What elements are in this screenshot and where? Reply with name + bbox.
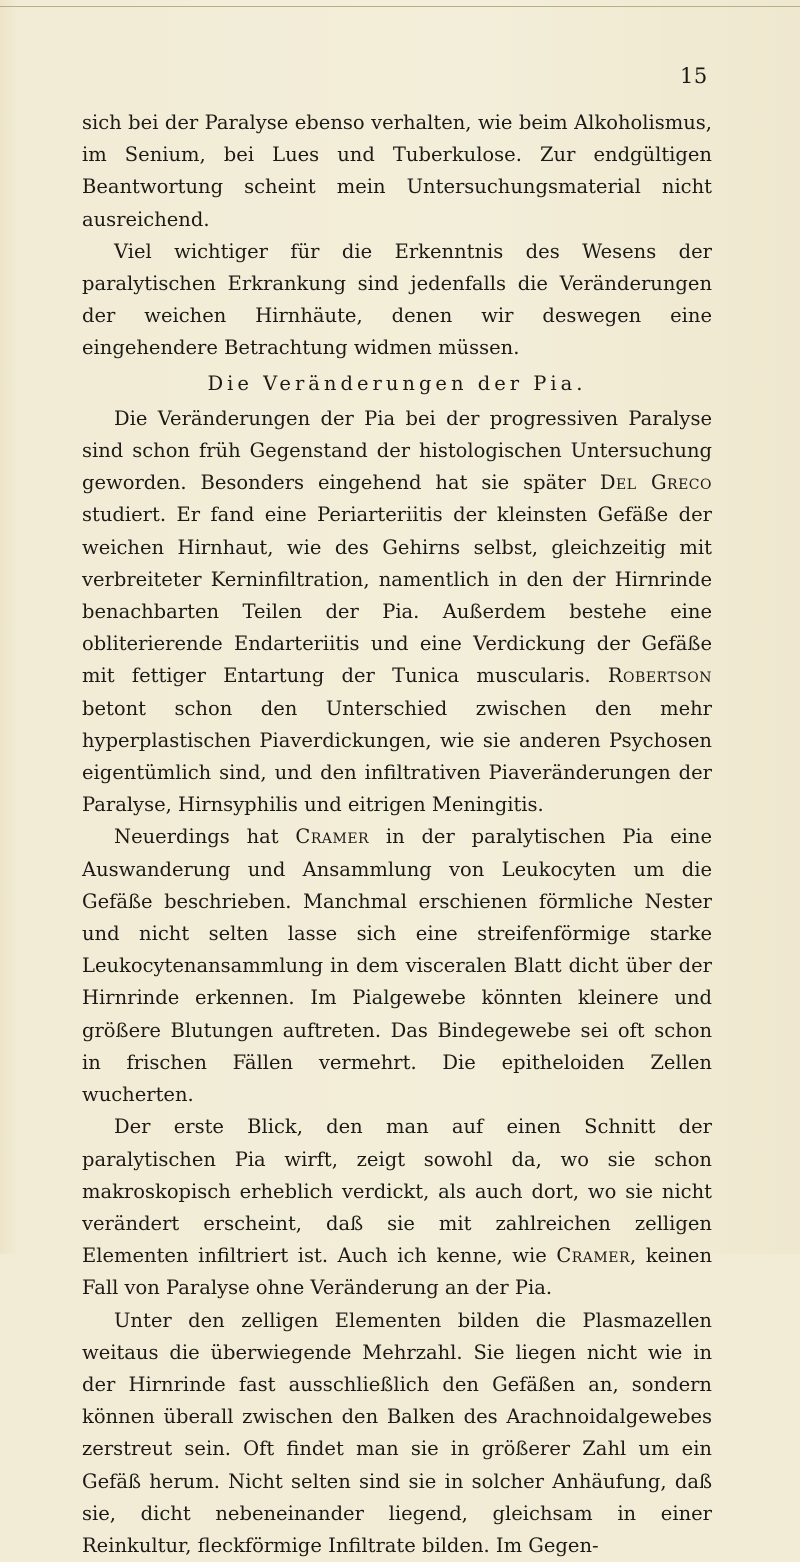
paragraph-5 <box>82 1111 712 1304</box>
p4-text-b: in der paralytischen Pia eine Auswanderung und Ansammlung von Leukocyten um die Gefäße beschrieben. Manchmal erschienen förmliche Nester und nicht selten lasse sich eine streifenförmige starke Leukocytenansammlung in dem visceralen Blatt dicht über der Hirnrinde erkennen. Im Pialgewebe könnten kleinere und größere Blutungen auftreten. Das Bindegewebe sei oft schon in frischen Fällen vermehrt. Die epitheloiden Zellen wucherten. <box>82 825 712 1107</box>
paragraph-2: Viel wichtiger für die Erkenntnis des Wesens der paralytischen Erkrankung sind jedenfalls die Veränderungen der weichen Hirnhäute, denen wir deswegen eine eingehendere Betrachtung widmen müssen. <box>82 239 712 360</box>
paragraph-6: Unter den zelligen Elementen bilden die Plasmazellen weitaus die überwiegende Mehrzahl. Sie liegen nicht wie in der Hirnrinde fast ausschließlich den Gefäßen an, sondern können überall zwischen den Balken des Arachnoidalgewebes zerstreut sein. Oft findet man sie in größerer Zahl um ein Gefäß herum. Nicht selten sind sie in solcher Anhäufung, daß sie, dicht nebeneinander liegend, gleichsam in einer Reinkultur, fleckförmige Infiltrate bilden. Im Gegen- <box>82 1308 712 1557</box>
p3-text-b: studiert. Er fand eine Periarteriitis der kleinsten Gefäße der weichen Hirnhaut, wie des Gehirns selbst, gleichzeitig mit verbreiteter Kerninfiltration, namentlich in den der Hirnrinde benachbarten Teilen der Pia. Außerdem bestehe eine obliterierende Endarteriitis und eine Verdickung der Gefäße mit fettiger Entartung der Tunica muscularis. <box>82 503 712 688</box>
author-name-cramer: Cramer <box>295 825 370 849</box>
page-number: 15 <box>680 64 708 88</box>
p5-text-b: , keinen Fall von Paralyse ohne Veränderung an der Pia. <box>82 1244 712 1300</box>
p4-text-a: Neuerdings hat <box>114 825 296 849</box>
author-name-del-greco: Del Greco <box>599 471 712 495</box>
body-text <box>82 107 712 1562</box>
p3-text-a: Die Veränderungen der Pia bei der progressiven Paralyse sind schon früh Gegenstand der histologischen Untersuchung geworden. Besonders eingehend hat sie später <box>82 406 712 495</box>
paragraph-4 <box>82 821 712 1111</box>
p3-text-c: betont schon den Unterschied zwischen den mehr hyperplastischen Piaverdickungen, wie sie anderen Psychosen eigentümlich sind, und den infiltrativen Piaveränderungen der Paralyse, Hirnsyphilis und eitrigen Meningitis. <box>82 696 712 817</box>
section-heading: Die Veränderungen der Pia. <box>207 371 587 395</box>
p5-text-a: Der erste Blick, den man auf einen Schnitt der paralytischen Pia wirft, zeigt sowohl da, wo sie schon makroskopisch erheblich verdickt, als auch dort, wo sie nicht verändert erscheint, daß sie mit zahlreichen zelligen Elementen infiltriert ist. Auch ich kenne, wie <box>82 1115 712 1268</box>
author-name-cramer-2: Cramer <box>556 1244 630 1268</box>
paragraph-3 <box>82 403 712 822</box>
paragraph-1: sich bei der Paralyse ebenso verhalten, wie beim Alkoholismus, im Senium, bei Lues und Tuberkulose. Zur endgültigen Beantwortung scheint mein Untersuchungsmaterial nicht ausreichend. <box>82 111 712 231</box>
page-top-edge <box>0 0 800 7</box>
author-name-robertson: Robertson <box>607 664 712 688</box>
